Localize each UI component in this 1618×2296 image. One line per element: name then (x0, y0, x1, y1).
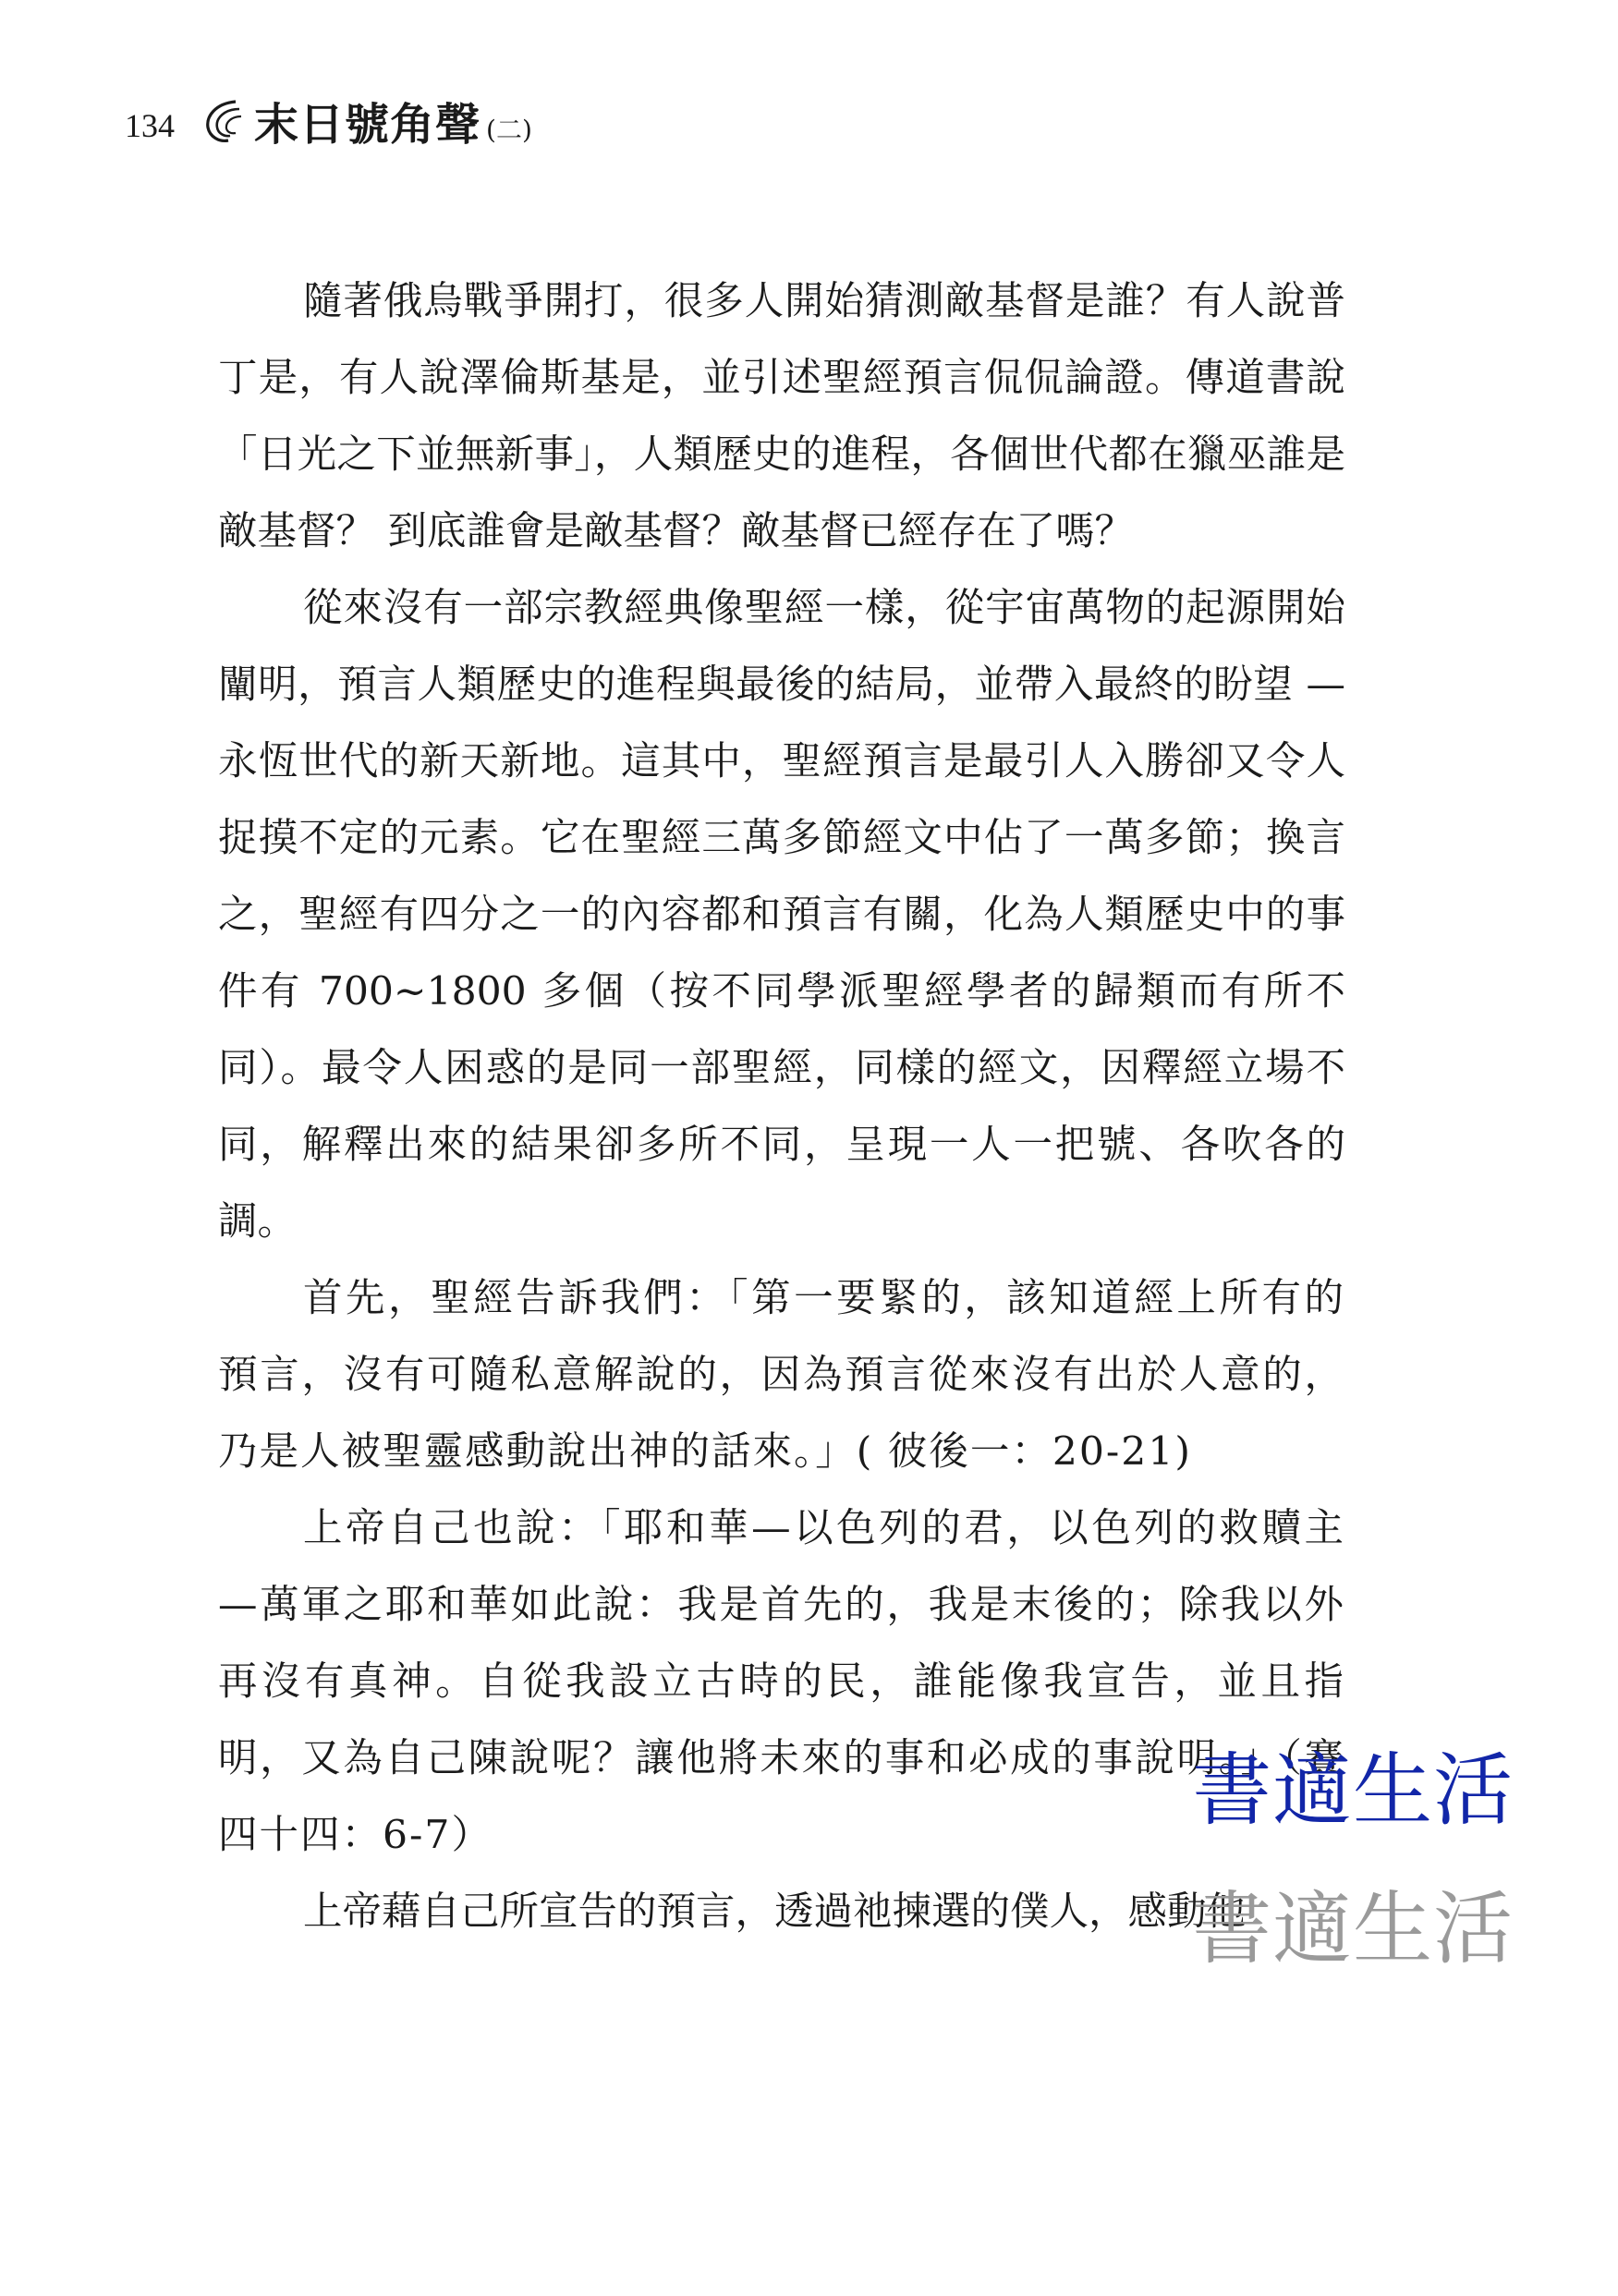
watermark-gray: 書適生活 (1192, 1883, 1514, 1975)
paragraph-intro: 隨著俄烏戰爭開打，很多人開始猜測敵基督是誰？有人說普丁是，有人說澤倫斯基是，並引述聖經預言侃侃論證。傳道書說「日光之下並無新事」，人類歷史的進程，各個世代都在獵巫誰是敵基督？ 到底誰會是敵基督？敵基督已經存在了嗎？ (218, 279, 1345, 554)
swirl-logo-icon (199, 94, 250, 146)
paragraph-quote-2peter: 首先，聖經告訴我們：「第一要緊的，該知道經上所有的預言，沒有可隨私意解說的，因為預言從來沒有出於人意的，乃是人被聖靈感動說出神的話來。」( 彼後一：20-21) (218, 1276, 1345, 1475)
book-title: 末日號角聲 (254, 98, 481, 151)
paragraph-bible-prophecy: 從來沒有一部宗教經典像聖經一樣，從宇宙萬物的起源開始闡明，預言人類歷史的進程與最後的結局，並帶入最終的盼望 — 永恆世代的新天新地。這其中，聖經預言是最引人入勝卻又令人捉摸不定的元素。它在聖經三萬多節經文中佔了一萬多節；換言之，聖經有四分之一的內容都和預言有關，化為人類歷史中的事件有 700~1800 多個（按不同學派聖經學者的歸類而有所不同）。最令人困惑的是同一部聖經，同樣的經文，因釋經立場不同，解釋出來的結果卻多所不同，呈現一人一把號、各吹各的調。 (218, 586, 1345, 1245)
running-header (125, 88, 532, 152)
page-number: 134 (125, 107, 175, 144)
watermark-blue: 書適生活 (1192, 1744, 1514, 1837)
book-volume: (二) (486, 115, 532, 145)
paragraph-continuation: 上帝藉自己所宣告的預言，透過祂揀選的僕人，感動他 (303, 1889, 1247, 1935)
body-text (218, 263, 1345, 1950)
paragraph-quote-isaiah: 上帝自己也說：「耶和華—以色列的君，以色列的救贖主—萬軍之耶和華如此說：我是首先的，我是末後的；除我以外再沒有真神。自從我設立古時的民，誰能像我宣告，並且指明，又為自己陳說呢？讓他將未來的事和必成的事說明。」（賽四十四：6-7） (218, 1506, 1345, 1858)
